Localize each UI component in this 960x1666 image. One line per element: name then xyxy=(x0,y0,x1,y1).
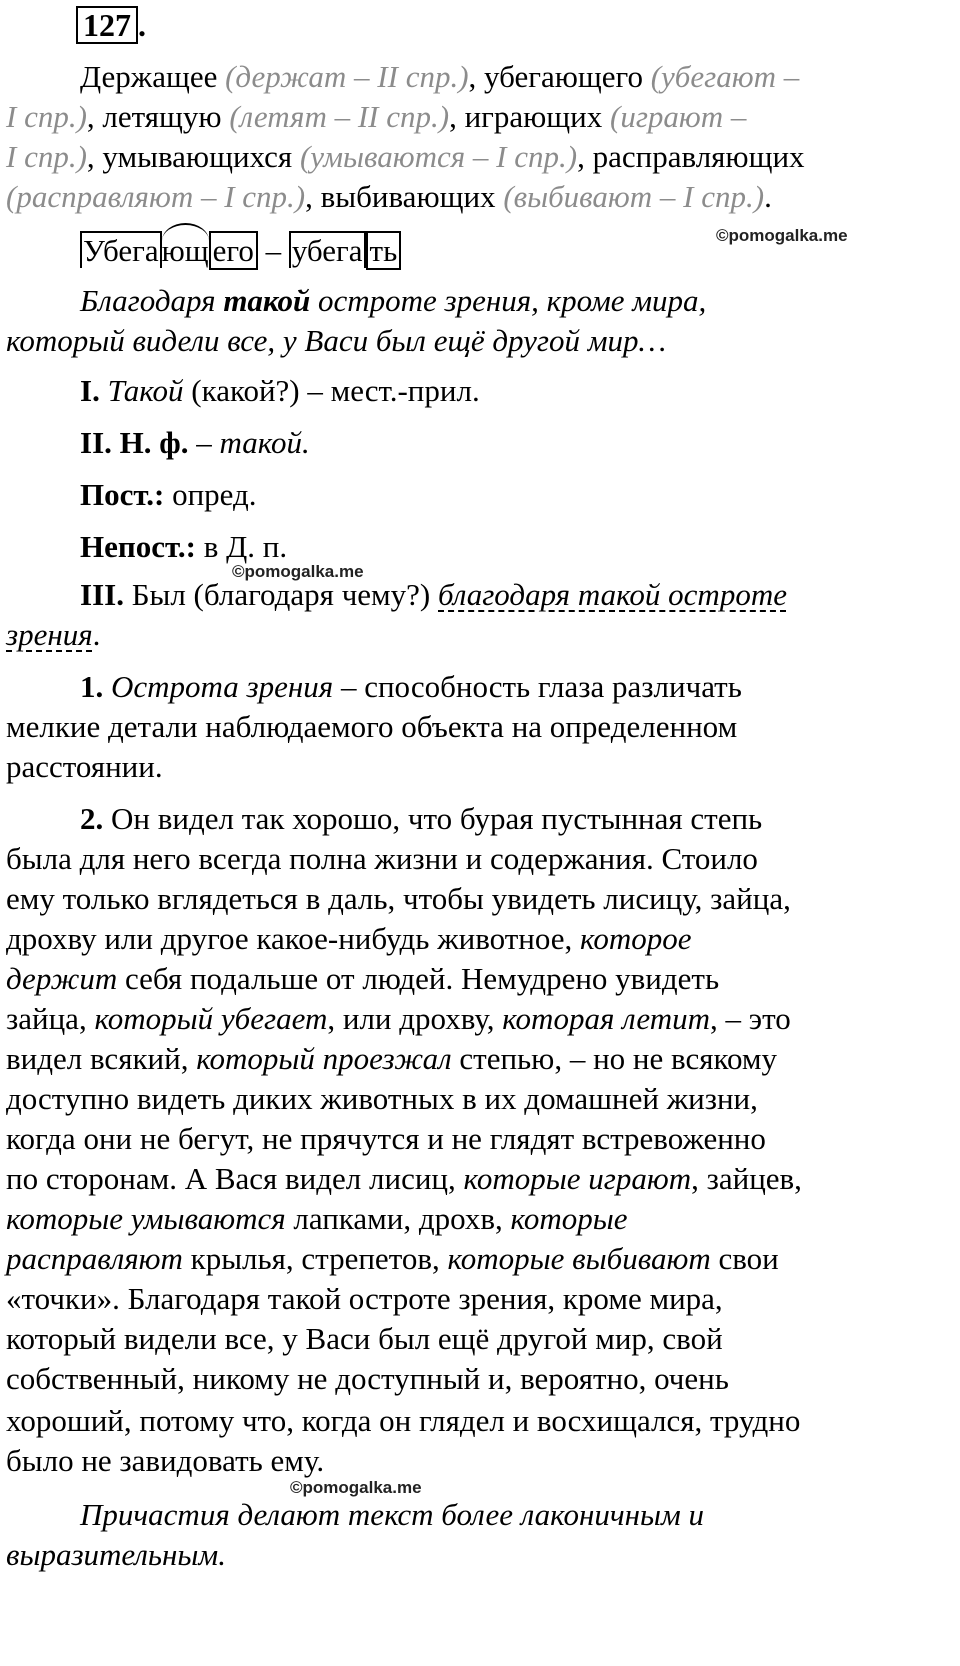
point1-line1: 1. Острота зрения – способность глаза различать xyxy=(80,669,742,704)
morpheme-analysis: Убегающ его – убега ть xyxy=(80,232,401,270)
para1-line2: I спр.), летящую (летят – II спр.), играющих (играют – xyxy=(6,99,747,134)
analysis-post: Пост.: опред. xyxy=(80,477,257,512)
analysis-i: I. Такой (какой?) – мест.-прил. xyxy=(80,373,480,408)
point2-line4: дрохву или другое какое-нибудь животное, которое xyxy=(6,921,692,956)
exercise-number: 127 . xyxy=(76,6,146,44)
sentence-line2: который видели все, у Васи был ещё другой мир… xyxy=(6,323,667,358)
point2-line7: видел всякий, который проезжал степью, – но не всякому xyxy=(6,1041,778,1076)
analysis-iii-line2: зрения. xyxy=(6,617,101,652)
sentence-line1: Благодаря такой остроте зрения, кроме мира, xyxy=(80,283,707,318)
watermark-2: ©pomogalka.me xyxy=(232,562,364,581)
analysis-nepost: Непост.: в Д. п. xyxy=(80,529,288,564)
point1-line3: расстоянии. xyxy=(6,749,163,784)
para1-line4: (расправляют – I спр.), выбивающих (выбивают – I спр.). xyxy=(6,179,772,214)
point2-line10: по сторонам. А Вася видел лисиц, которые играют, зайцев, xyxy=(6,1161,802,1196)
point2-line12: расправляют крылья, стрепетов, которые выбивают свои xyxy=(6,1241,779,1276)
conclusion-line1: Причастия делают текст более лаконичным и xyxy=(80,1497,705,1532)
analysis-ii: II. Н. ф. – такой. xyxy=(80,425,310,460)
word-derzhashchee: Держащее xyxy=(80,59,218,94)
point2-line9: когда они не бегут, не прячутся и не глядят встревоженно xyxy=(6,1121,766,1156)
para1-line1: Держащее (держат – II спр.), убегающего (убегают – xyxy=(80,59,800,94)
point2-line13: «точки». Благодаря такой остроте зрения, кроме мира, xyxy=(6,1281,723,1316)
point2-line15: собственный, никому не доступный и, вероятно, очень xyxy=(6,1361,729,1396)
point2-line16: хороший, потому что, когда он глядел и восхищался, трудно xyxy=(6,1403,801,1438)
point2-line17: было не завидовать ему. xyxy=(6,1443,325,1478)
point2-line3: ему только вглядеться в даль, чтобы увидеть лисицу, зайца, xyxy=(6,881,791,916)
point2-line8: доступно видеть диких животных в их домашней жизни, xyxy=(6,1081,758,1116)
point2-line11: которые умываются лапками, дрохв, которые xyxy=(6,1201,628,1236)
analysis-iii-line1: III. Был (благодаря чему?) благодаря такой остроте xyxy=(80,577,787,612)
watermark-1: ©pomogalka.me xyxy=(716,226,848,245)
point1-line2: мелкие детали наблюдаемого объекта на определенном xyxy=(6,709,738,744)
point2-line5: держит себя подальше от людей. Немудрено увидеть xyxy=(6,961,720,996)
point2-line6: зайца, который убегает, или дрохву, которая летит, – это xyxy=(6,1001,791,1036)
para1-line3: I спр.), умывающихся (умываются – I спр.), расправляющих xyxy=(6,139,805,174)
point2-line14: который видели все, у Васи был ещё другой мир, свой xyxy=(6,1321,723,1356)
conclusion-line2: выразительным. xyxy=(6,1537,226,1572)
point2-line2: была для него всегда полна жизни и содержания. Стоило xyxy=(6,841,758,876)
watermark-3: ©pomogalka.me xyxy=(290,1478,422,1497)
point2-line1: 2. Он видел так хорошо, что бурая пустынная степь xyxy=(80,801,763,836)
